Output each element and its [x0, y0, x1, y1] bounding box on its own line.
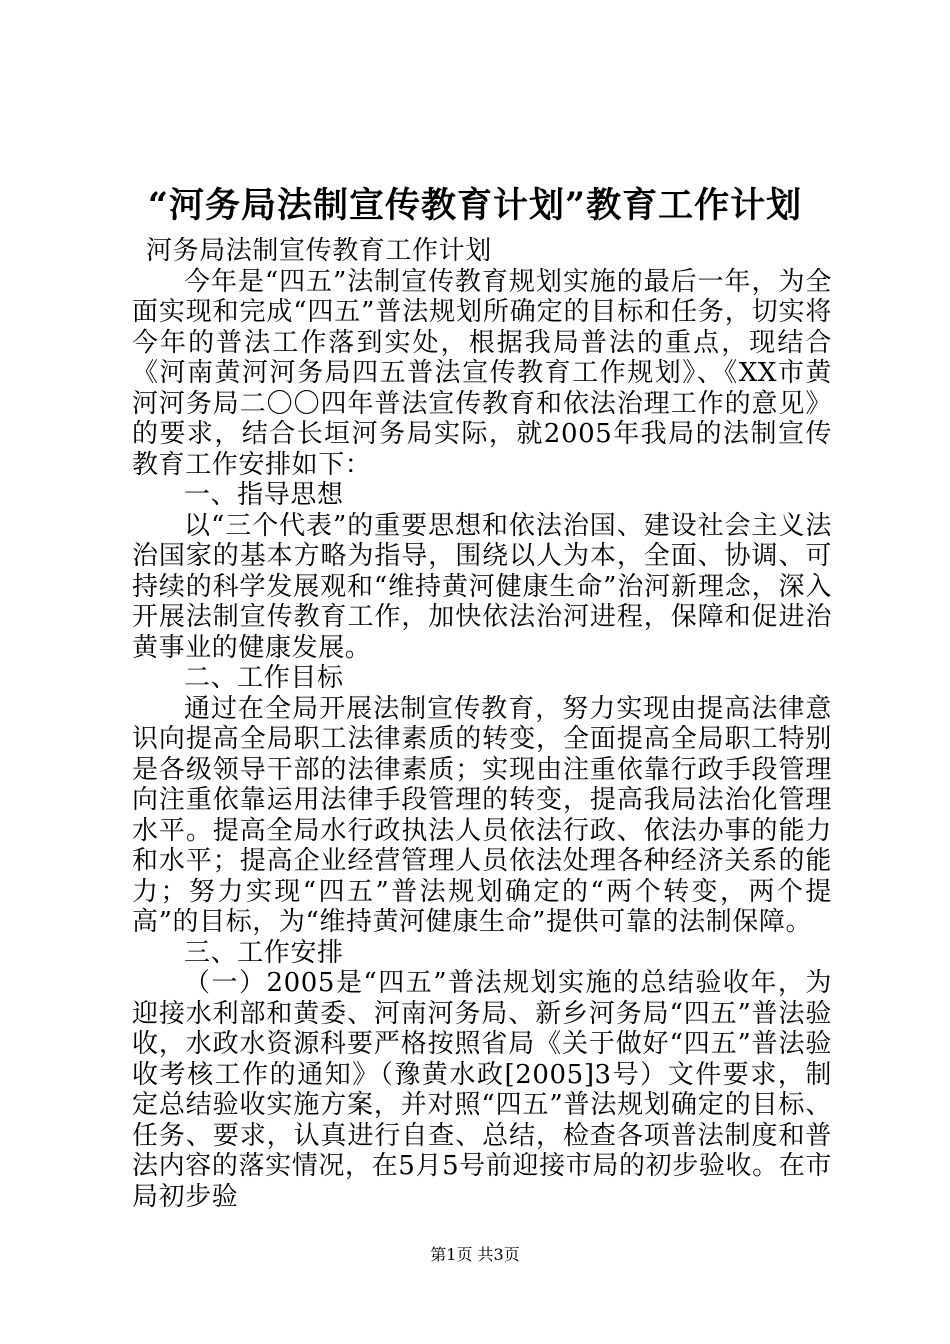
heading-guiding-thought: 一、指导思想 [184, 480, 344, 510]
heading-work-arrangement: 三、工作安排 [184, 937, 344, 968]
paragraph-intro: 今年是“四五”法制宣传教育规划实施的最后一年，为全面实现和完成“四五”普法规划所确定的目标和任务，切实将今年的普法工作落到实处，根据我局普法的重点，现结合《河南黄河河务局四五普法宣传教育工作规划》、《XX市黄河河务局二〇〇四年普法宣传教育和依法治理工作的意见》的要求，结合长垣河务局实际，就2005年我局的法制宣传教育工作安排如下： [132, 266, 832, 480]
paragraph-work-goals: 通过在全局开展法制宣传教育，努力实现由提高法律意识向提高全局职工法律素质的转变，全面提高全局职工特别是各级领导干部的法律素质；实现由注重依靠行政手段管理向注重依靠运用法律手段管理的转变，提高我局法治化管理水平。提高全局水行政执法人员依法行政、依法办事的能力和水平；提高企业经营管理人员依法处理各种经济关系的能力；努力实现“四五”普法规划确定的“两个转变，两个提高”的目标，为“维持黄河健康生命”提供可靠的法制保障。 [132, 693, 832, 937]
document-title: “河务局法制宣传教育计划”教育工作计划 [147, 185, 803, 226]
paragraph-work-arrangement-1: （一）2005是“四五”普法规划实施的总结验收年，为迎接水利部和黄委、河南河务局、新乡河务局“四五”普法验收，水政水资源科要严格按照省局《关于做好“四五”普法验收考核工作的通知》（豫黄水政[2005]3号）文件要求，制定总结验收实施方案，并对照“四五”普法规划确定的目标、任务、要求，认真进行自查、总结，检查各项普法制度和普法内容的落实情况，在5月5号前迎接市局的初步验收。在市局初步验 [132, 968, 832, 1212]
paragraph-guiding-thought: 以“三个代表”的重要思想和依法治国、建设社会主义法治国家的基本方略为指导，围绕以人为本，全面、协调、可持续的科学发展观和“维持黄河健康生命”治河新理念，深入开展法制宣传教育工作，加快依法治河进程，保障和促进治黄事业的健康发展。 [132, 510, 832, 663]
document-body [132, 236, 832, 1212]
document-subtitle: 河务局法制宣传教育工作计划 [146, 236, 492, 266]
page-footer: 第1页 共3页 [430, 1245, 520, 1264]
heading-work-goals: 二、工作目标 [184, 663, 344, 693]
